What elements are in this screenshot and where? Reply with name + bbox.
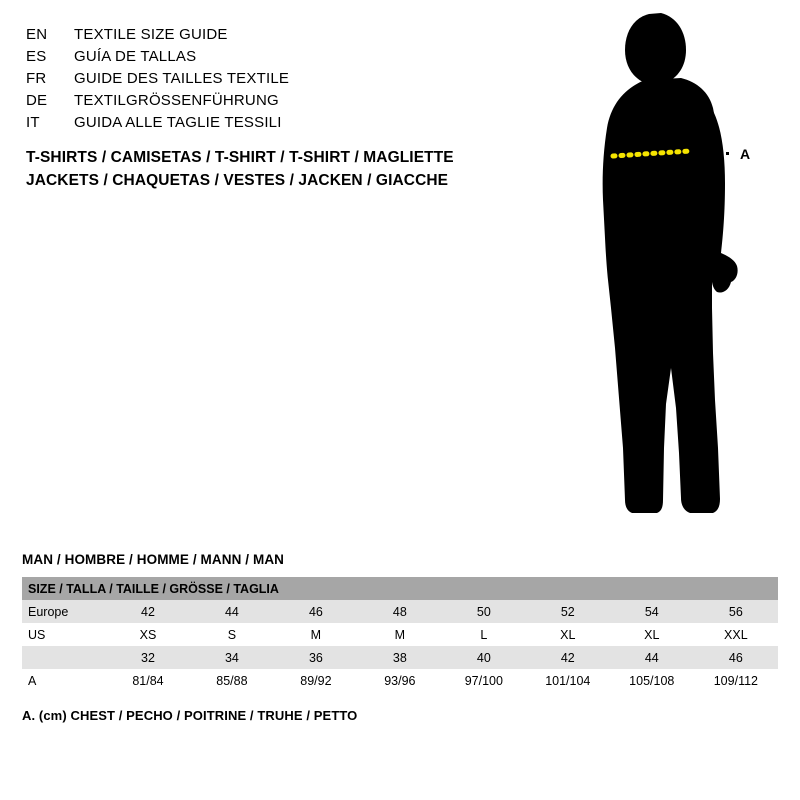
language-code-it: IT (26, 114, 40, 131)
cell: 50 (442, 600, 526, 623)
cell: 38 (358, 646, 442, 669)
cell: 54 (610, 600, 694, 623)
cell: 56 (694, 600, 778, 623)
cell: 89/92 (274, 669, 358, 692)
man-silhouette-figure (545, 8, 795, 538)
cell: 46 (694, 646, 778, 669)
row-label-us-numeric (22, 646, 106, 669)
garment-line-jackets: JACKETS / CHAQUETAS / VESTES / JACKEN / GIACCHE (26, 172, 449, 189)
cell: XL (526, 623, 610, 646)
cell: 42 (106, 600, 190, 623)
cell: 97/100 (442, 669, 526, 692)
cell: 34 (190, 646, 274, 669)
cell: XL (610, 623, 694, 646)
cell: M (274, 623, 358, 646)
language-code-es: ES (26, 48, 47, 65)
size-table-section (22, 552, 778, 723)
cell: 81/84 (106, 669, 190, 692)
language-row-es (26, 48, 526, 70)
cell: L (442, 623, 526, 646)
language-row-de (26, 92, 526, 114)
language-list (26, 26, 526, 136)
cell: 93/96 (358, 669, 442, 692)
cell: 36 (274, 646, 358, 669)
cell: 85/88 (190, 669, 274, 692)
silhouette-svg (545, 8, 795, 538)
language-text-it: GUIDA ALLE TAGLIE TESSILI (74, 114, 282, 131)
table-footnote: A. (cm) CHEST / PECHO / POITRINE / TRUHE / PETTO (22, 708, 358, 723)
table-row (22, 669, 778, 692)
language-text-de: TEXTILGRÖSSENFÜHRUNG (74, 92, 279, 109)
garment-line-tshirts: T-SHIRTS / CAMISETAS / T-SHIRT / T-SHIRT / MAGLIETTE (26, 149, 454, 166)
language-row-fr (26, 70, 526, 92)
language-text-en: TEXTILE SIZE GUIDE (74, 26, 228, 43)
row-label-europe: Europe (22, 600, 106, 623)
measure-label-a: A (740, 146, 751, 162)
row-label-a: A (22, 669, 106, 692)
cell: 44 (190, 600, 274, 623)
cell: 46 (274, 600, 358, 623)
table-header-label: SIZE / TALLA / TAILLE / GRÖSSE / TAGLIA (22, 577, 778, 600)
cell: 32 (106, 646, 190, 669)
cell: 42 (526, 646, 610, 669)
measure-leader-dots (714, 152, 736, 156)
cell: 48 (358, 600, 442, 623)
table-header-row (22, 577, 778, 600)
language-code-de: DE (26, 92, 48, 109)
table-row (22, 646, 778, 669)
table-row (22, 600, 778, 623)
table-row (22, 623, 778, 646)
cell: 44 (610, 646, 694, 669)
language-code-fr: FR (26, 70, 47, 87)
cell: 101/104 (526, 669, 610, 692)
garment-types (26, 146, 546, 192)
cell: 109/112 (694, 669, 778, 692)
cell: 40 (442, 646, 526, 669)
row-label-us: US (22, 623, 106, 646)
cell: XXL (694, 623, 778, 646)
table-section-title: MAN / HOMBRE / HOMME / MANN / MAN (22, 552, 285, 567)
language-code-en: EN (26, 26, 48, 43)
size-table (22, 577, 778, 692)
cell: XS (106, 623, 190, 646)
cell: M (358, 623, 442, 646)
cell: 52 (526, 600, 610, 623)
cell: S (190, 623, 274, 646)
cell: 105/108 (610, 669, 694, 692)
language-text-fr: GUIDE DES TAILLES TEXTILE (74, 70, 290, 87)
language-row-en (26, 26, 526, 48)
language-row-it (26, 114, 526, 136)
language-text-es: GUÍA DE TALLAS (74, 48, 197, 65)
